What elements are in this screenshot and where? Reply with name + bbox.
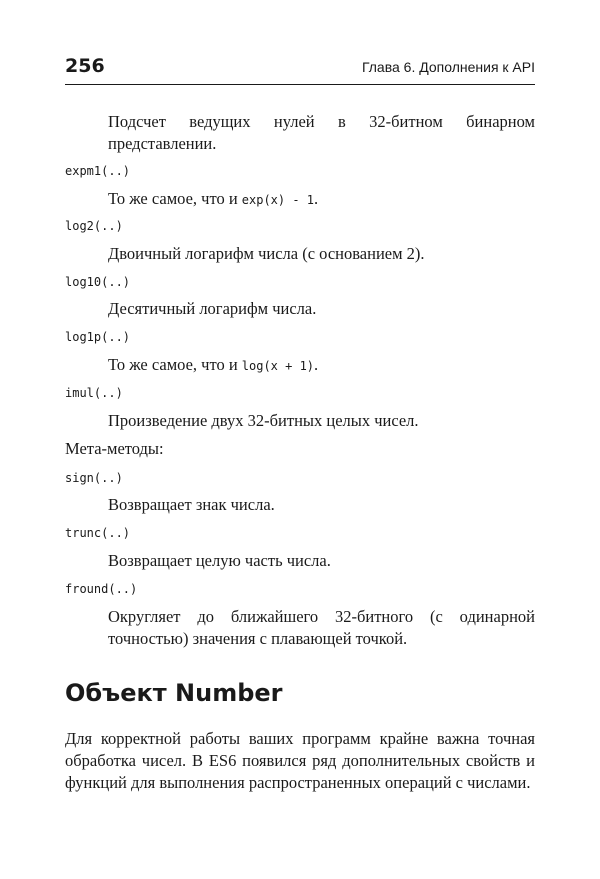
page-header bbox=[65, 55, 535, 83]
section-paragraph: Для корректной работы ваших программ крайне важна точная обработка чисел. В ES6 появился ряд дополнительных свойств и функций для выполнения распространенных операций с числами. bbox=[65, 729, 535, 792]
method-trunc: trunc(..) bbox=[65, 526, 131, 540]
page-number: 256 bbox=[65, 55, 105, 77]
log10-description: Десятичный логарифм числа. bbox=[108, 299, 317, 318]
meta-methods-label: Мета-методы: bbox=[65, 439, 164, 458]
method-imul: imul(..) bbox=[65, 386, 123, 400]
method-log1p: log1p(..) bbox=[65, 330, 131, 344]
inline-code: exp(x) - 1 bbox=[241, 193, 315, 207]
fround-description: Округляет до ближайшего 32-битного (с одинарной точностью) значения с плавающей точкой. bbox=[108, 607, 535, 648]
imul-description: Произведение двух 32-битных целых чисел. bbox=[108, 411, 419, 430]
expm1-description: То же самое, что и exp(x) - 1. bbox=[108, 189, 319, 208]
log1p-description: То же самое, что и log(x + 1). bbox=[108, 355, 319, 374]
log2-description: Двоичный логарифм числа (с основанием 2). bbox=[108, 244, 425, 263]
method-log2: log2(..) bbox=[65, 219, 123, 233]
section-heading: Объект Number bbox=[65, 679, 283, 707]
method-expm1: expm1(..) bbox=[65, 164, 131, 178]
trunc-description: Возвращает целую часть числа. bbox=[108, 551, 331, 570]
inline-code: log(x + 1) bbox=[241, 359, 315, 373]
method-sign: sign(..) bbox=[65, 471, 123, 485]
method-log10: log10(..) bbox=[65, 275, 131, 289]
method-fround: fround(..) bbox=[65, 582, 138, 596]
clz32-description: Подсчет ведущих нулей в 32-битном бинарном представлении. bbox=[108, 112, 535, 153]
sign-description: Возвращает знак числа. bbox=[108, 495, 275, 514]
running-title: Глава 6. Дополнения к API bbox=[361, 59, 535, 75]
header-rule bbox=[65, 84, 535, 85]
